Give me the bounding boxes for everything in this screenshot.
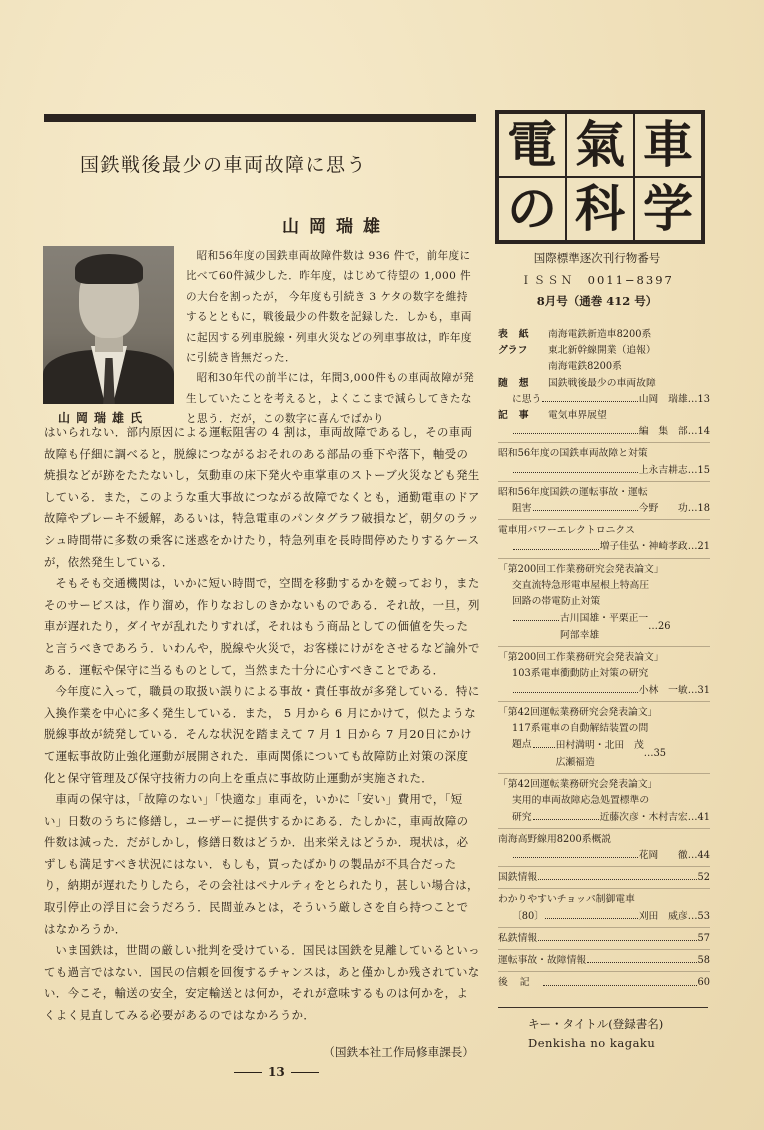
toc-entry[interactable] <box>498 870 710 886</box>
toc-entry[interactable] <box>498 832 710 848</box>
toc-page: 53 <box>697 910 710 922</box>
toc-title: 電車用パワーエレクトロニクス <box>498 525 635 537</box>
paragraph: 昭和30年代の前半には，年間3,000件もの車両故障が発生していたことを考えると，よくここまで減らしてきたなと思う．だが，この数字に喜んでばかり <box>186 372 475 426</box>
toc-title: 私鉄情報 <box>498 932 538 944</box>
toc-entry[interactable] <box>498 446 710 462</box>
paragraph: そもそも交通機関は，いかに短い時間で，空間を移動するかを競っており，またそのサービスは，作り溜め，作りなおしのきかないものである．それ故，一旦，列車が遅れたり，ダイヤが乱れたりすれば，それはもう商品としての価値を失ったと言うべきであろう．いわんや，脱線や火災で，お客様にけがをさせるなど論外である．運転や保守に当るものとして，当然また十分に心すべきことである． <box>44 576 480 677</box>
logo-char: 電 <box>498 113 566 177</box>
toc-author: 上永吉耕志 <box>638 464 688 476</box>
toc-label: 記事 <box>498 410 540 422</box>
paragraph: 昭和56年度の国鉄車両故障件数は 936 件で，前年度に比べて60件減少した．昨年度，はじめて待望の 1,000 件の大台を割ったが， 今年度も引続き 3 ケタの数字を維持するとともに，戦後最少の件数を記録した．しかも，車両に起因する列車脱線・列車火災などの列車事故は，昨年度に引続き皆無だった． <box>186 250 472 365</box>
toc-page: 31 <box>697 684 710 696</box>
toc-page: 13 <box>697 393 710 405</box>
toc-entry[interactable] <box>498 892 710 908</box>
toc-title: 電気車界展望 <box>548 410 607 422</box>
toc-title: 題点 <box>512 739 532 751</box>
toc-page: 35 <box>653 748 667 760</box>
toc-page: 41 <box>697 811 710 823</box>
toc-author: 刈田 威彦 <box>638 910 688 922</box>
toc-entry[interactable] <box>498 705 710 721</box>
toc-title: 南海高野線用8200系概説 <box>498 833 612 845</box>
toc-title: 103系電車衝動防止対策の研究 <box>512 668 649 680</box>
toc-page: 60 <box>697 977 710 989</box>
paragraph: 今年度に入って，職員の取扱い誤りによる事故・責任事故が多発している．特に入換作業を中心に多く発生している．また， 5 月から 6 月にかけて，似たような脱線事故が続発している．そんな状況を踏まえて 7 月 1 日から 7 月20日にかけて運転事故防止強化運動が展開された．車両関係についても故障防止対策の深度化と保守管理及び保守技術力の向上を重点に事故防止運動が実施された． <box>44 684 480 785</box>
toc-page: 58 <box>697 955 710 967</box>
logo-char: 科 <box>566 177 634 241</box>
toc-title: 南海電鉄新造車8200系 <box>548 329 652 340</box>
article-title: 国鉄戦後最少の車両故障に思う <box>80 154 368 176</box>
page-number <box>228 1065 325 1079</box>
toc-title: 研究 <box>512 811 532 823</box>
toc-series: 「第42回運転業務研究会発表論文」 <box>498 706 658 718</box>
toc-page: 18 <box>697 503 710 515</box>
toc-entry[interactable] <box>498 650 710 666</box>
toc-title: 阻害 <box>512 503 532 515</box>
paragraph: 車両の保守は，「故障のない」「快適な」車両を，いかに「安い」費用で，「短い」日数のうちに修繕し，ユーザーに提供するかにある．たしかに，車両故障の件数は減った．だがしかし，修繕日数はどうか．出来栄えはどうか．現状は，必ずしも満足すべき状況にはない．もしも，買ったばかりの製品が不具合だったり，納期が遅れたりしたら，その会社はペナルティをとられたり，甚しい場合は，取引停止の浮目に会うだろう．民間並みとは，そういう厳しさを自ら持つことではなかろうか． <box>44 792 479 936</box>
toc-author: 花岡 徹 <box>638 850 688 862</box>
toc-title: 回路の帯電防止対策 <box>512 596 601 608</box>
toc-title: 交直流特急形電車屋根上特高圧 <box>512 579 650 591</box>
toc-label: 表紙 <box>498 329 540 340</box>
toc-page: 44 <box>697 850 710 862</box>
toc-author: 古川国雄・平栗正一 <box>560 613 649 625</box>
author-photo <box>43 246 174 404</box>
toc-entry[interactable] <box>498 523 710 539</box>
logo-char: の <box>498 177 566 241</box>
toc-page: 21 <box>697 541 710 553</box>
paragraph: いま国鉄は，世間の厳しい批判を受けている．国民は国鉄を見離しているといっても過言ではない．国民の信頼を回復するチャンスは，あと僅かしか残されていない．今こそ，輸送の安全，安定輸送とは何か，それが意味するものは何かを，よくよく見直してみる必要があるのではなかろうか． <box>44 943 480 1023</box>
magazine-logo <box>495 110 705 244</box>
toc-series: 「第200回工作業務研究会発表論文」 <box>498 652 664 664</box>
toc-entry[interactable] <box>498 777 710 793</box>
toc-entry[interactable] <box>498 376 710 392</box>
toc-title: 117系電車の自動解結装置の問 <box>512 723 649 735</box>
toc-author: 山岡 瑞雄 <box>638 393 688 405</box>
toc-page: 52 <box>697 872 710 884</box>
toc-author: 増子佳弘・神崎孝政 <box>599 541 688 553</box>
toc-title: 昭和56年度の国鉄車両故障と対策 <box>498 448 648 460</box>
article-body <box>44 422 480 1027</box>
toc-label: 随想 <box>498 377 540 389</box>
paragraph: はいられない．部内原因による運転阻害の 4 割は，車両故障であるし，その車両故障も仔細に調べると，脱線につながるおそれのある部品の垂下や落下，軸受の焼損などが跡をたたないし，気動車の床下発火や車掌車のストーブ火災なども発生している．また，このような重大事故につながる故障でなくとも，通勤電車のドア故障やブレーキ不緩解，あるいは，特急電車のパンタグラフ破損など，朝夕のラッシュ時間帯に多数の乗客に迷惑をかけたり，特急列車を長時間停めたりするケースが，依然発生している． <box>44 425 480 569</box>
toc-title: 後記 <box>498 977 542 989</box>
toc-author: 近藤次彦・木村吉宏 <box>599 811 688 823</box>
toc-author: 広瀬福造 <box>555 757 595 769</box>
logo-char: 氣 <box>566 113 634 177</box>
issn-number: ＩＳＳＮ 0011−8397 <box>520 273 674 287</box>
toc-entry[interactable] <box>498 408 710 424</box>
toc-entry <box>498 343 710 359</box>
logo-char: 車 <box>634 113 702 177</box>
toc-series: 「第200回工作業務研究会発表論文」 <box>498 563 664 575</box>
author-affiliation: （国鉄本社工作局修車課長） <box>323 1045 474 1059</box>
toc-title: 国鉄戦後最少の車両故障 <box>548 377 656 389</box>
toc-page: 26 <box>657 621 671 633</box>
issue-number: 8月号（通巻 412 号） <box>536 294 658 308</box>
toc-page: 15 <box>697 464 710 476</box>
toc-author: 編 集 部 <box>638 426 688 438</box>
toc-title: 南海電鉄8200系 <box>548 361 622 373</box>
toc-title: 運転事故・故障情報 <box>498 955 587 967</box>
toc-page: 14 <box>697 426 710 438</box>
toc-author: 今野 功 <box>638 503 688 515</box>
photo-caption: 山岡瑞雄氏 <box>58 411 149 425</box>
article-body-top <box>186 246 478 430</box>
divider <box>498 1007 708 1008</box>
toc-entry[interactable] <box>498 931 710 947</box>
toc-title: 実用的車両故障応急処置標準の <box>512 795 650 807</box>
toc-author: 田村満明・北田 茂 <box>555 740 644 752</box>
page-number-text: 13 <box>268 1065 285 1079</box>
toc-entry[interactable] <box>498 953 710 969</box>
toc-label: グラフ <box>498 345 528 357</box>
toc-entry[interactable] <box>498 485 710 501</box>
toc-title: わかりやすいチョッパ制御電車 <box>498 894 635 906</box>
issn-label: 国際標準逐次刊行物番号 <box>533 251 661 265</box>
toc-entry[interactable] <box>498 562 710 578</box>
toc-title: 〔80〕 <box>512 910 545 922</box>
toc-title: 東北新幹線開業（追報） <box>548 345 656 357</box>
toc-title: 国鉄情報 <box>498 872 538 884</box>
toc-author: 阿部幸雄 <box>560 630 600 642</box>
article-author: 山岡瑞雄 <box>282 217 390 237</box>
toc-title: 昭和56年度国鉄の運転事故・運転 <box>498 486 648 498</box>
toc-title: に思う <box>512 393 542 405</box>
key-title-label: キー・タイトル(登録書名) <box>528 1017 664 1031</box>
title-rule <box>44 114 476 122</box>
toc-entry <box>498 327 710 343</box>
toc-page: 57 <box>697 932 710 944</box>
logo-char: 学 <box>634 177 702 241</box>
toc-entry[interactable] <box>498 975 710 991</box>
toc-series: 「第42回運転業務研究会発表論文」 <box>498 779 658 791</box>
toc-author: 小林 一敏 <box>638 684 688 696</box>
table-of-contents: 表紙 南海電鉄新造車8200系 グラフ 東北新幹線開業（追報） 南海電鉄8200系 随想 国鉄戦後最少の車両故障 に思う 山岡 瑞雄 … 13 記事 電気車界展望 編 集 部 … 14 昭和56年度の国鉄車両故障と対策 上永吉耕志 … 15 昭和56年度国鉄の運転事故・運転 阻害 今野 功 … 18 電車用パワーエレクトロニクス 増子佳弘・神崎孝政 … 21 「第200回工作業務研究会発表論文」 交直流特急形電車屋根上特高圧 回路の帯電防止対策 古川国雄・平栗正一 阿部幸雄 … 26 「第200回工作業務研究会発表論文」 103系電車衝動防止対策の研究 小林 一敏 … 31 「第42回運転業務研究会発表論文」 117系電車の自動解結装置の問 題点 田村満明・北田 茂 広瀬福造 … 35 「第42回運転業務研究会発表論文」 実用的車両故障応急処置標準の 研究 近藤次彦・木村吉宏 … 41 南海高野線用8200系概説 花岡 徹 … 44 国鉄情報 52 わかりやすいチョッパ制御電車 〔80〕 刈田 威彦 … 53 私鉄情報 57 運転事故・故障情報 58 後記 60 <box>498 327 710 992</box>
key-title: Denkisha no kagaku <box>528 1036 656 1050</box>
